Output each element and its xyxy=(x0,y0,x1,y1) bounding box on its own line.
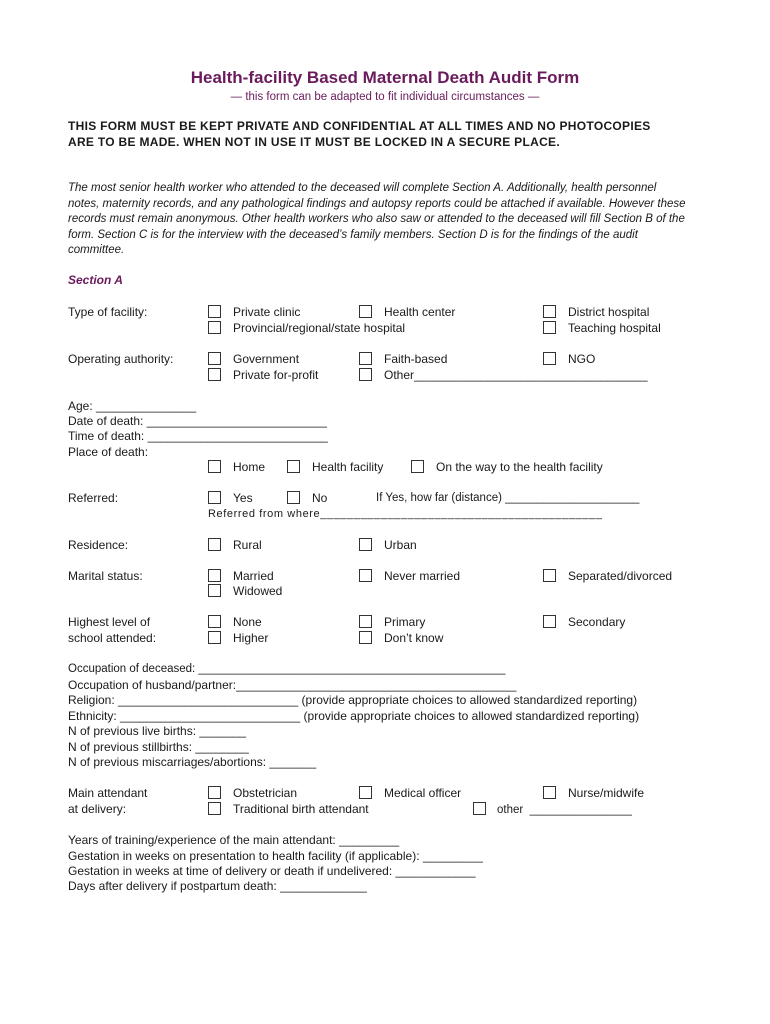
ethnicity-field[interactable]: Ethnicity: ___________________________ (provide appropriate choices to allowed standardized reporting) xyxy=(68,709,640,723)
checkbox[interactable] xyxy=(208,491,221,504)
facility-health-center-option[interactable]: Health center xyxy=(359,305,455,320)
attendant-other-line[interactable]: ________________ xyxy=(529,804,632,816)
referral-distance-field[interactable]: If Yes, how far (distance) _____________________ xyxy=(376,492,640,504)
school-higher-option[interactable]: Higher xyxy=(208,631,268,646)
school-level-label-line1: Highest level of xyxy=(68,615,151,629)
religion-field[interactable]: Religion: ___________________________ (provide appropriate choices to allowed standardized reporting) xyxy=(68,693,638,707)
days-after-delivery-field[interactable]: Days after delivery if postpartum death: _____________ xyxy=(68,879,367,893)
form-subtitle: — this form can be adapted to fit individual circumstances — xyxy=(230,91,540,103)
checkbox[interactable] xyxy=(473,802,486,815)
referred-yes-option[interactable]: Yes xyxy=(208,491,253,506)
main-attendant-label-line2: at delivery: xyxy=(68,802,127,816)
checkbox[interactable] xyxy=(543,615,556,628)
checkbox[interactable] xyxy=(208,321,221,334)
checkbox[interactable] xyxy=(359,368,372,381)
gestation-delivery-field[interactable]: Gestation in weeks at time of delivery or death if undelivered: ____________ xyxy=(68,864,476,878)
facility-provincial-hospital-option[interactable]: Provincial/regional/state hospital xyxy=(208,321,405,336)
facility-type-label: Type of facility: xyxy=(68,305,148,319)
checkbox[interactable] xyxy=(543,352,556,365)
checkbox[interactable] xyxy=(208,538,221,551)
authority-private-for-profit-option[interactable]: Private for-profit xyxy=(208,368,318,383)
referred-no-option[interactable]: No xyxy=(287,491,327,506)
place-on-the-way-option[interactable]: On the way to the health facility xyxy=(411,460,603,475)
school-dont-know-option[interactable]: Don’t know xyxy=(359,631,443,646)
checkbox[interactable] xyxy=(287,460,300,473)
place-home-option[interactable]: Home xyxy=(208,460,265,475)
authority-other-option[interactable]: Other___________________________________ xyxy=(359,368,648,383)
previous-miscarriages-field[interactable]: N of previous miscarriages/abortions: _______ xyxy=(68,755,317,769)
residence-rural-option[interactable]: Rural xyxy=(208,538,262,553)
checkbox[interactable] xyxy=(208,305,221,318)
checkbox[interactable] xyxy=(543,786,556,799)
authority-faith-based-option[interactable]: Faith-based xyxy=(359,352,447,367)
years-training-field[interactable]: Years of training/experience of the main attendant: _________ xyxy=(68,833,400,847)
authority-ngo-option[interactable]: NGO xyxy=(543,352,595,367)
previous-live-births-field[interactable]: N of previous live births: _______ xyxy=(68,724,247,738)
place-health-facility-option[interactable]: Health facility xyxy=(287,460,383,475)
facility-teaching-hospital-option[interactable]: Teaching hospital xyxy=(543,321,661,336)
confidentiality-warning: THIS FORM MUST BE KEPT PRIVATE AND CONFIDENTIAL AT ALL TIMES AND NO PHOTOCOPIES ARE TO BE MADE. WHEN NOT IN USE IT MUST BE LOCKED IN A SECURE PLACE. xyxy=(68,119,651,149)
attendant-nurse-midwife-option[interactable]: Nurse/midwife xyxy=(543,786,644,801)
checkbox[interactable] xyxy=(359,352,372,365)
checkbox[interactable] xyxy=(359,786,372,799)
intro-paragraph: The most senior health worker who attended to the deceased will complete Section A. Additionally, health personnel notes, maternity records, and any pathological findings and autopsy reports could be attached if available. However these records must remain anonymous. Other health workers who also saw or attended to the deceased will fill Section B of the form. Section C is for the interview with the deceased’s family members. Section D is for the findings of the audit committee. xyxy=(68,182,686,256)
attendant-obstetrician-option[interactable]: Obstetrician xyxy=(208,786,297,801)
checkbox[interactable] xyxy=(359,538,372,551)
marital-married-option[interactable]: Married xyxy=(208,569,274,584)
marital-separated-option[interactable]: Separated/divorced xyxy=(543,569,672,584)
previous-stillbirths-field[interactable]: N of previous stillbirths: ________ xyxy=(68,740,249,754)
checkbox[interactable] xyxy=(411,460,424,473)
checkbox[interactable] xyxy=(208,802,221,815)
attendant-other-option[interactable]: other ________________ xyxy=(473,802,632,818)
facility-private-clinic-option[interactable]: Private clinic xyxy=(208,305,300,320)
marital-status-label: Marital status: xyxy=(68,569,143,583)
age-field[interactable]: Age: _______________ xyxy=(68,399,197,413)
checkbox[interactable] xyxy=(543,305,556,318)
occupation-husband-field[interactable]: Occupation of husband/partner:__________________________________________ xyxy=(68,678,517,692)
occupation-deceased-field[interactable]: Occupation of deceased: ________________________________________________ xyxy=(68,663,506,675)
main-attendant-label-line1: Main attendant xyxy=(68,786,148,800)
operating-authority-label: Operating authority: xyxy=(68,352,174,366)
school-none-option[interactable]: None xyxy=(208,615,262,630)
school-level-label-line2: school attended: xyxy=(68,631,157,645)
attendant-medical-officer-option[interactable]: Medical officer xyxy=(359,786,461,801)
authority-government-option[interactable]: Government xyxy=(208,352,299,367)
residence-label: Residence: xyxy=(68,538,129,552)
checkbox[interactable] xyxy=(208,460,221,473)
checkbox[interactable] xyxy=(208,352,221,365)
gestation-presentation-field[interactable]: Gestation in weeks on presentation to health facility (if applicable): _________ xyxy=(68,849,483,863)
checkbox[interactable] xyxy=(208,786,221,799)
date-of-death-field[interactable]: Date of death: ___________________________ xyxy=(68,414,327,428)
time-of-death-field[interactable]: Time of death: ___________________________ xyxy=(68,429,328,443)
section-a-heading: Section A xyxy=(68,273,123,287)
school-primary-option[interactable]: Primary xyxy=(359,615,425,630)
marital-never-married-option[interactable]: Never married xyxy=(359,569,460,584)
checkbox[interactable] xyxy=(359,615,372,628)
school-secondary-option[interactable]: Secondary xyxy=(543,615,625,630)
checkbox[interactable] xyxy=(208,368,221,381)
form-title: Health-facility Based Maternal Death Audit Form xyxy=(190,68,580,87)
place-of-death-label: Place of death: xyxy=(68,445,149,459)
checkbox[interactable] xyxy=(359,631,372,644)
checkbox[interactable] xyxy=(543,569,556,582)
checkbox[interactable] xyxy=(543,321,556,334)
checkbox[interactable] xyxy=(208,569,221,582)
checkbox[interactable] xyxy=(208,615,221,628)
checkbox[interactable] xyxy=(359,569,372,582)
checkbox[interactable] xyxy=(287,491,300,504)
checkbox[interactable] xyxy=(359,305,372,318)
referred-label: Referred: xyxy=(68,491,119,505)
attendant-tba-option[interactable]: Traditional birth attendant xyxy=(208,802,369,817)
marital-widowed-option[interactable]: Widowed xyxy=(208,584,282,599)
referred-from-field[interactable]: Referred from where__________________________________________ xyxy=(208,508,603,520)
residence-urban-option[interactable]: Urban xyxy=(359,538,417,553)
checkbox[interactable] xyxy=(208,584,221,597)
checkbox[interactable] xyxy=(208,631,221,644)
facility-district-hospital-option[interactable]: District hospital xyxy=(543,305,649,320)
